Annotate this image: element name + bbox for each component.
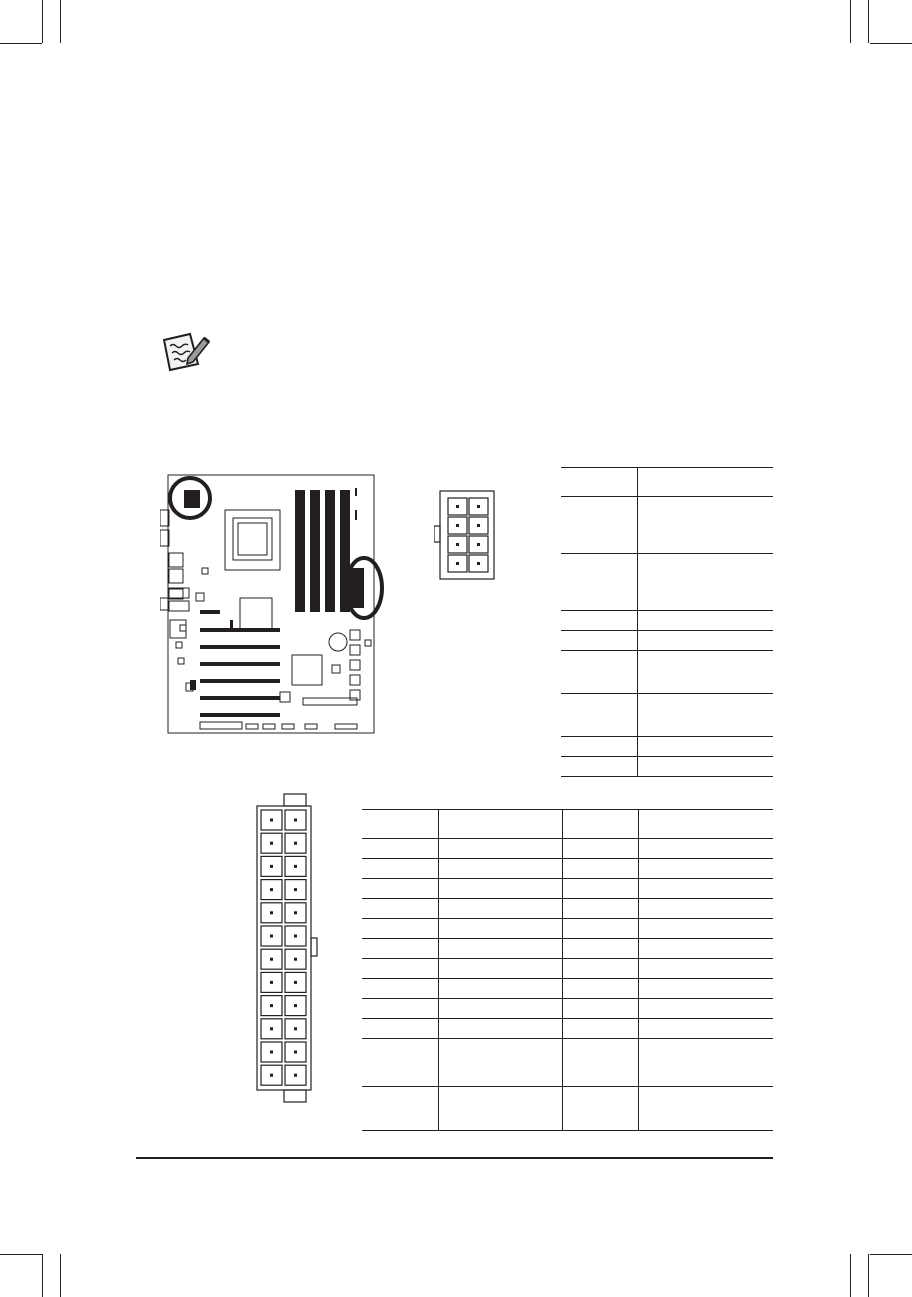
table-cell — [362, 1039, 438, 1087]
table-cell — [561, 694, 637, 737]
table-row — [561, 694, 773, 737]
table-cell — [562, 810, 638, 839]
table-cell — [438, 939, 562, 959]
pin-contact — [294, 888, 297, 891]
table-cell — [362, 879, 438, 899]
table-row — [362, 919, 773, 939]
pin-contact — [270, 1074, 273, 1077]
table-cell — [562, 939, 638, 959]
table-row — [362, 999, 773, 1019]
table-cell — [562, 959, 638, 979]
pin-contact — [294, 1004, 297, 1007]
table-cell — [638, 839, 773, 859]
pin-contact — [270, 958, 273, 961]
table-cell — [362, 979, 438, 999]
table-cell — [638, 1039, 773, 1087]
pin-contact — [270, 819, 273, 822]
table-row — [362, 839, 773, 859]
table-cell — [438, 999, 562, 1019]
pin-contact — [270, 911, 273, 914]
table-row — [362, 1039, 773, 1087]
pin-grid — [261, 810, 306, 1085]
table-row — [561, 757, 773, 777]
table-header-row — [561, 468, 773, 497]
table-cell — [638, 999, 773, 1019]
table-cell — [438, 859, 562, 879]
atx-12v-pin-table — [561, 467, 773, 777]
table-cell — [638, 810, 773, 839]
table-cell — [561, 497, 637, 554]
table-cell — [561, 554, 637, 611]
pin-contact — [270, 842, 273, 845]
table-cell — [562, 979, 638, 999]
table-cell — [561, 737, 637, 757]
table-cell — [438, 899, 562, 919]
pin-contact — [270, 1004, 273, 1007]
table-cell — [362, 839, 438, 859]
table-cell — [362, 939, 438, 959]
atx-24pin-connector-image — [252, 793, 324, 1103]
pin-contact — [294, 911, 297, 914]
table-cell — [638, 879, 773, 899]
pin-contact — [270, 1027, 273, 1030]
table-cell — [561, 757, 637, 777]
pin-contact — [294, 935, 297, 938]
table-row — [362, 1087, 773, 1131]
table-cell — [438, 839, 562, 859]
pin-contact — [270, 888, 273, 891]
table-cell — [438, 879, 562, 899]
table-cell — [562, 839, 638, 859]
table-cell — [562, 879, 638, 899]
table-row — [362, 939, 773, 959]
table-cell — [637, 694, 773, 737]
table-row — [561, 611, 773, 631]
table-cell — [638, 899, 773, 919]
table-row — [561, 631, 773, 651]
table-cell — [362, 810, 438, 839]
table-row — [362, 959, 773, 979]
table-row — [362, 979, 773, 999]
table-cell — [438, 979, 562, 999]
note-pencil-icon — [160, 330, 212, 372]
pin-contact — [294, 819, 297, 822]
table-cell — [638, 939, 773, 959]
table-cell — [362, 919, 438, 939]
table-cell — [637, 554, 773, 611]
table-row — [561, 651, 773, 694]
pin-contact — [294, 1051, 297, 1054]
pin-contact — [270, 935, 273, 938]
table-cell — [438, 1087, 562, 1131]
table-cell — [438, 810, 562, 839]
table-cell — [438, 1019, 562, 1039]
table-cell — [562, 1019, 638, 1039]
table-cell — [638, 919, 773, 939]
pin-contact — [270, 1051, 273, 1054]
atx-24pin-table — [362, 809, 773, 1131]
table-cell — [638, 1019, 773, 1039]
table-cell — [438, 919, 562, 939]
pin-contact — [270, 865, 273, 868]
table-row — [362, 1019, 773, 1039]
table-cell — [638, 959, 773, 979]
table-cell — [562, 1087, 638, 1131]
table-cell — [362, 859, 438, 879]
pin-contact — [294, 958, 297, 961]
footer-rule — [136, 1157, 773, 1159]
table-cell — [562, 1039, 638, 1087]
table-cell — [438, 1039, 562, 1087]
table-header-row — [362, 810, 773, 839]
table-cell — [637, 497, 773, 554]
table-cell — [638, 859, 773, 879]
table-cell — [561, 651, 637, 694]
table-row — [362, 899, 773, 919]
table-cell — [637, 737, 773, 757]
table-cell — [561, 468, 637, 497]
pin-contact — [294, 865, 297, 868]
table-cell — [362, 1087, 438, 1131]
table-row — [561, 497, 773, 554]
table-cell — [561, 631, 637, 651]
table-row — [561, 737, 773, 757]
table-cell — [438, 959, 562, 979]
table-cell — [562, 899, 638, 919]
table-row — [362, 859, 773, 879]
table-cell — [362, 999, 438, 1019]
table-cell — [637, 611, 773, 631]
table-cell — [362, 959, 438, 979]
pin-contact — [294, 981, 297, 984]
table-cell — [562, 919, 638, 939]
atx-12v-8pin-connector-image — [434, 490, 496, 580]
table-cell — [637, 631, 773, 651]
table-cell — [362, 1019, 438, 1039]
table-cell — [362, 899, 438, 919]
pin-contact — [294, 1027, 297, 1030]
table-cell — [562, 999, 638, 1019]
table-row — [561, 554, 773, 611]
pin-contact — [294, 1074, 297, 1077]
table-cell — [638, 979, 773, 999]
table-cell — [637, 757, 773, 777]
table-cell — [561, 611, 637, 631]
table-cell — [637, 468, 773, 497]
table-cell — [637, 651, 773, 694]
motherboard-layout-image — [160, 470, 395, 738]
table-row — [362, 879, 773, 899]
table-cell — [562, 859, 638, 879]
table-cell — [638, 1087, 773, 1131]
pin-contact — [270, 981, 273, 984]
pin-contact — [294, 842, 297, 845]
